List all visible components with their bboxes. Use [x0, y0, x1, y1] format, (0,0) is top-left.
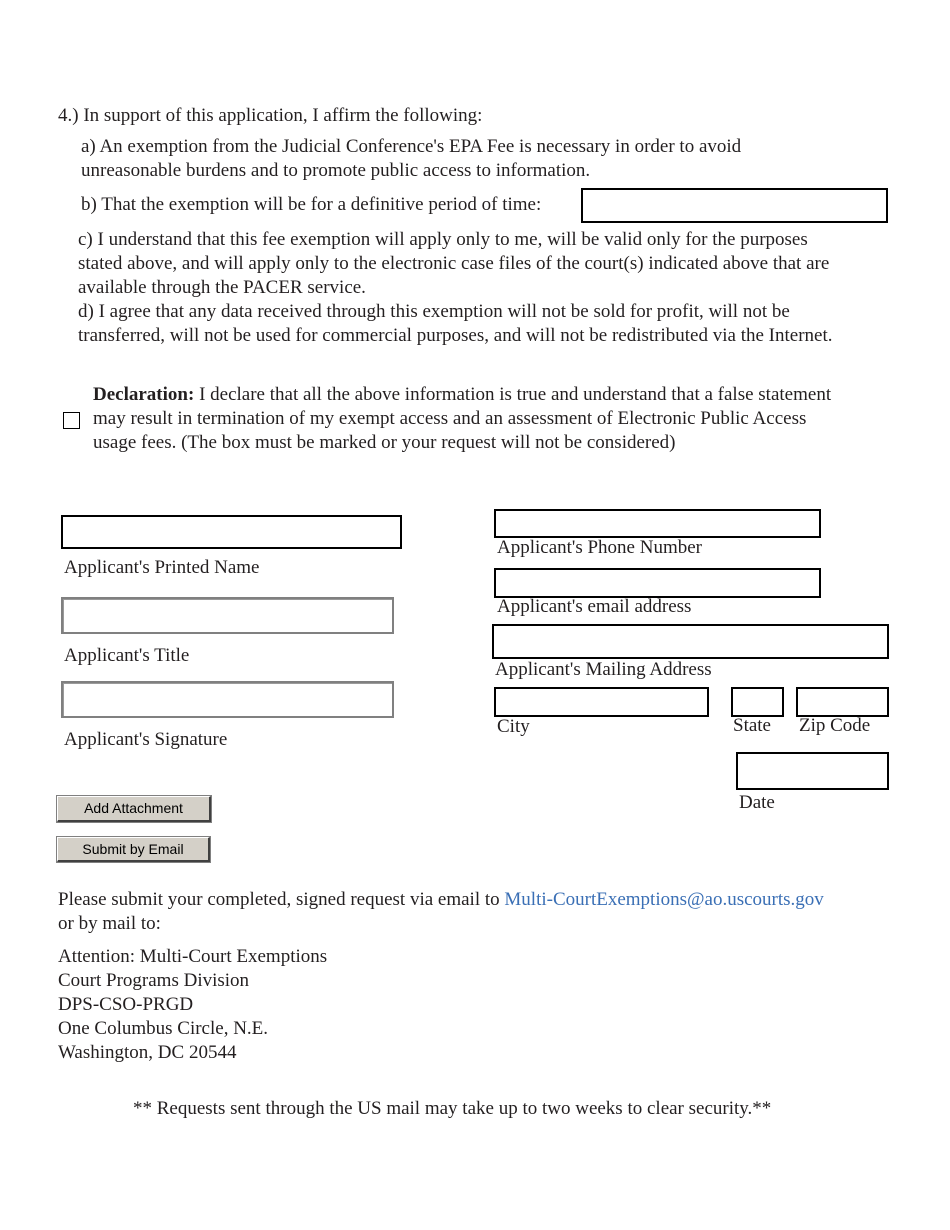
city-input[interactable] — [494, 687, 709, 717]
mailing-address-input[interactable] — [492, 624, 889, 659]
phone-input[interactable] — [494, 509, 821, 538]
address-line: DPS-CSO-PRGD — [58, 994, 194, 1015]
submit-mail-text: or by mail to: — [58, 913, 161, 934]
submit-by-email-button[interactable]: Submit by Email — [57, 837, 210, 862]
exemptions-email-link[interactable]: Multi-CourtExemptions@ao.uscourts.gov — [504, 889, 824, 910]
affirm-b: b) That the exemption will be for a definitive period of time: — [81, 194, 542, 215]
email-input[interactable] — [494, 568, 821, 598]
zip-input[interactable] — [796, 687, 889, 717]
city-label: City — [497, 716, 530, 737]
zip-label: Zip Code — [799, 715, 871, 736]
declaration-text: I declare that all the above information is true and understand that a false statement — [194, 384, 832, 405]
mail-security-note: ** Requests sent through the US mail may take up to two weeks to clear security.** — [133, 1098, 772, 1119]
period-of-time-input[interactable] — [581, 188, 888, 223]
affirm-c: c) I understand that this fee exemption will apply only to me, will be valid only for the purposes stated above, and will apply only to the electronic case files of the court(s) indicated above that are available through the PACER service. — [78, 229, 830, 298]
declaration-checkbox[interactable] — [63, 412, 80, 429]
phone-label: Applicant's Phone Number — [497, 537, 703, 558]
submit-instruction-text: Please submit your completed, signed request via email to — [58, 889, 505, 910]
address-line: Washington, DC 20544 — [58, 1042, 237, 1063]
state-label: State — [733, 715, 771, 736]
date-label: Date — [739, 792, 775, 813]
section-heading: 4.) In support of this application, I affirm the following: — [58, 105, 483, 126]
declaration-line1 — [93, 383, 831, 407]
signature-label: Applicant's Signature — [64, 729, 228, 750]
add-attachment-button[interactable]: Add Attachment — [57, 796, 211, 822]
declaration-bold: Declaration: — [93, 384, 195, 405]
mailing-address-label: Applicant's Mailing Address — [495, 659, 712, 680]
affirm-d: d) I agree that any data received through this exemption will not be sold for profit, will not be transferred, will not be used for commercial purposes, and will not be redistributed via the Internet. — [78, 301, 833, 346]
title-input[interactable] — [61, 597, 394, 634]
state-input[interactable] — [731, 687, 784, 717]
address-line: Court Programs Division — [58, 970, 250, 991]
signature-input[interactable] — [61, 681, 394, 718]
submit-instruction — [58, 888, 824, 912]
printed-name-label: Applicant's Printed Name — [64, 557, 260, 578]
address-line: Attention: Multi-Court Exemptions — [58, 946, 328, 967]
affirm-a: a) An exemption from the Judicial Conference's EPA Fee is necessary in order to avoid unreasonable burdens and to promote public access to information. — [81, 136, 742, 181]
declaration-rest: may result in termination of my exempt access and an assessment of Electronic Public Access usage fees. (The box must be marked or your request will not be considered) — [93, 408, 807, 453]
address-line: One Columbus Circle, N.E. — [58, 1018, 269, 1039]
title-label: Applicant's Title — [64, 645, 190, 666]
printed-name-input[interactable] — [61, 515, 402, 549]
email-label: Applicant's email address — [497, 596, 692, 617]
date-input[interactable] — [736, 752, 889, 790]
